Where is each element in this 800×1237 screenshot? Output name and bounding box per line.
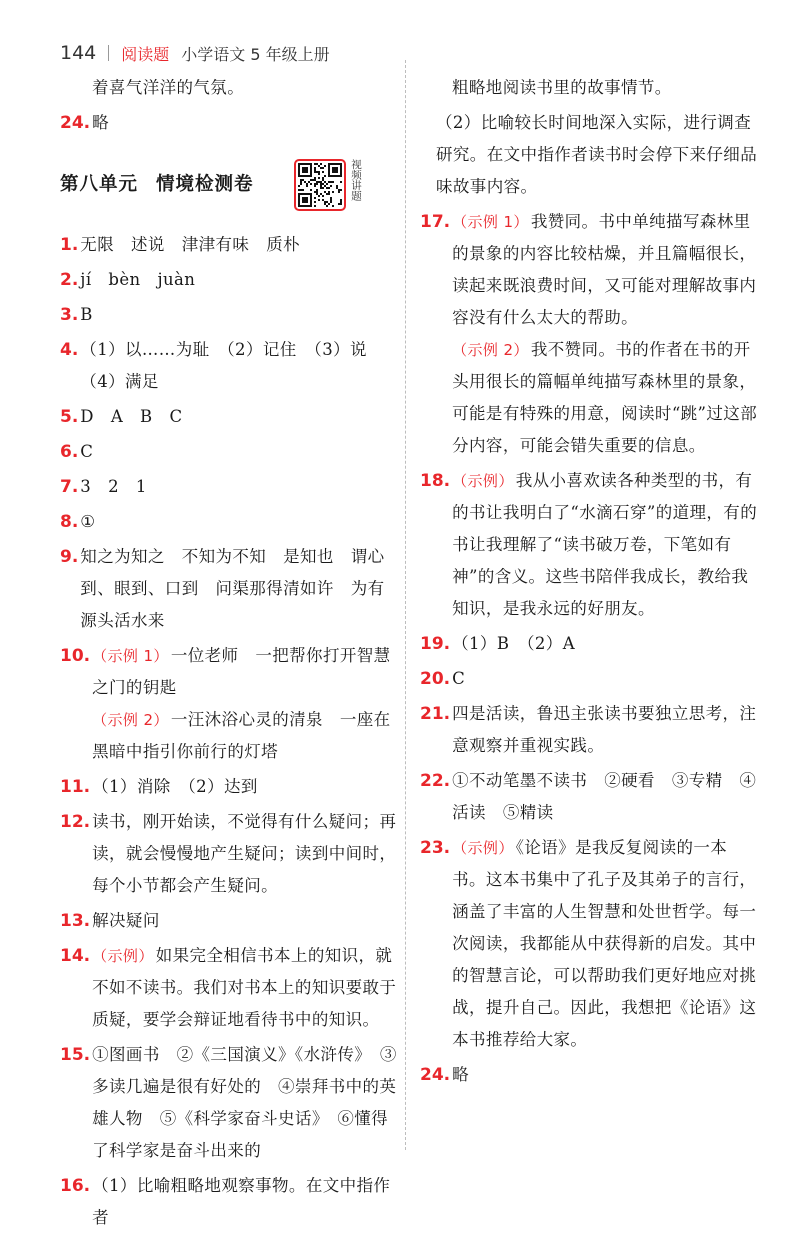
qr-module xyxy=(300,189,302,191)
answer-item xyxy=(60,541,398,637)
qr-module xyxy=(300,183,302,185)
qr-module xyxy=(318,165,320,167)
answer-number: 3. xyxy=(60,305,79,325)
qr-module xyxy=(322,187,324,189)
qr-module xyxy=(336,185,338,187)
answer-body xyxy=(80,436,398,468)
example-label: （示例） xyxy=(452,472,514,490)
qr-module xyxy=(306,185,308,187)
answer-text: 解决疑问 xyxy=(92,911,160,930)
header-divider xyxy=(108,45,109,61)
answer-body xyxy=(80,541,398,637)
qr-module xyxy=(328,175,342,177)
answer-number: 21. xyxy=(420,704,451,724)
answer-item xyxy=(60,436,398,468)
answer-text: 我不赞同。书的作者在书的开头用很长的篇幅单纯描写森林里的景象，可能是有特殊的用意，阅读时“跳”过这部分内容，可能会错失重要的信息。 xyxy=(452,340,758,455)
qr-module xyxy=(306,183,308,185)
answer-item xyxy=(60,264,398,296)
qr-module xyxy=(340,203,342,205)
qr-module xyxy=(316,163,318,165)
answer-item xyxy=(420,465,758,625)
qr-module xyxy=(318,181,320,183)
qr-module xyxy=(324,165,326,167)
continued-paragraph: （2）比喻较长时间地深入实际，进行调查研究。在文中指作者读书时会停下来仔细品味故事内容。 xyxy=(436,113,758,196)
answer-text: 一汪沐浴心灵的清泉 一座在黑暗中指引你前行的灯塔 xyxy=(92,710,391,761)
answer-body xyxy=(92,640,398,768)
qr-module xyxy=(332,181,334,183)
qr-module xyxy=(298,175,312,177)
answer-number: 6. xyxy=(60,442,79,462)
qr-module xyxy=(330,201,332,203)
answer-number: 17. xyxy=(420,212,451,232)
answer-text: （1）消除 （2）达到 xyxy=(92,777,258,796)
answer-item xyxy=(60,1039,398,1167)
qr-module xyxy=(320,185,322,187)
qr-module xyxy=(328,163,330,177)
answer-item xyxy=(60,401,398,433)
qr-module xyxy=(328,193,330,195)
qr-module xyxy=(328,187,330,189)
qr-module xyxy=(324,203,326,205)
qr-module xyxy=(320,183,322,185)
qr-module xyxy=(324,185,326,187)
answer-text: 略 xyxy=(92,113,110,132)
qr-module xyxy=(324,191,326,193)
section-title xyxy=(60,169,272,201)
qr-module xyxy=(302,197,308,203)
qr-module xyxy=(328,163,342,165)
example-label: （示例） xyxy=(92,947,154,965)
qr-module xyxy=(298,163,312,165)
answer-body xyxy=(92,806,398,902)
qr-module xyxy=(340,163,342,177)
answer-number: 24. xyxy=(60,113,91,133)
qr-module xyxy=(340,199,342,201)
qr-module xyxy=(330,185,332,187)
qr-module xyxy=(340,201,342,203)
qr-module xyxy=(330,197,332,199)
qr-module xyxy=(332,205,334,207)
example-label: （示例） xyxy=(452,839,514,857)
answer-text: （1）B （2）A xyxy=(452,634,576,653)
qr-module xyxy=(298,189,300,191)
right-column xyxy=(420,72,758,1094)
answer-body xyxy=(452,1059,758,1091)
answer-body xyxy=(80,264,398,296)
qr-module xyxy=(336,187,338,189)
qr-module xyxy=(326,205,328,207)
qr-module xyxy=(298,193,300,207)
qr-module xyxy=(314,177,316,179)
qr-code-icon[interactable] xyxy=(294,159,346,211)
qr-module xyxy=(316,191,318,193)
answer-number: 16. xyxy=(60,1176,91,1196)
answer-item xyxy=(60,905,398,937)
answer-body xyxy=(452,628,758,660)
answer-number: 18. xyxy=(420,471,451,491)
answer-item xyxy=(60,299,398,331)
answer-body xyxy=(92,1039,398,1167)
qr-module xyxy=(322,179,324,181)
answer-number: 11. xyxy=(60,777,91,797)
answer-text: 知之为知之 不知为不知 是知也 谓心到、眼到、口到 问渠那得清如许 为有源头活水来 xyxy=(80,547,385,630)
qr-module xyxy=(312,179,314,181)
qr-module xyxy=(338,189,340,191)
answer-item xyxy=(420,765,758,829)
qr-module xyxy=(308,181,310,183)
qr-module xyxy=(298,185,300,187)
continued-line: 着喜气洋洋的气氛。 xyxy=(92,78,245,97)
qr-module xyxy=(322,183,324,185)
qr-pattern xyxy=(298,163,342,207)
answer-item xyxy=(420,1059,758,1091)
answer-item xyxy=(60,506,398,538)
answer-body xyxy=(80,471,398,503)
qr-module xyxy=(316,183,318,185)
qr-module xyxy=(324,175,326,177)
page-header xyxy=(60,38,330,68)
qr-module xyxy=(310,189,312,191)
qr-module xyxy=(320,187,322,189)
qr-module xyxy=(298,193,312,195)
answer-text: 无限 述说 津津有味 质朴 xyxy=(80,235,300,254)
answer-body xyxy=(80,299,398,331)
answer-text: D A B C xyxy=(80,407,183,426)
right-answer-list xyxy=(420,206,758,1091)
answer-item xyxy=(60,640,398,768)
answer-body xyxy=(452,832,758,1056)
answer-number: 23. xyxy=(420,838,451,858)
qr-module xyxy=(316,193,318,195)
answer-item xyxy=(420,628,758,660)
answer-text: jí bèn juàn xyxy=(80,270,196,289)
left-column xyxy=(60,72,398,1237)
answer-number: 19. xyxy=(420,634,451,654)
qr-module xyxy=(320,193,322,195)
qr-module xyxy=(340,181,342,183)
qr-module xyxy=(320,181,322,183)
example-label: （示例 2） xyxy=(452,341,529,359)
answer-body xyxy=(80,401,398,433)
answer-body xyxy=(452,206,758,462)
unit-label: 第八单元 xyxy=(60,174,139,195)
answer-text: （1）以……为耻 （2）记住 （3）说 xyxy=(80,340,367,359)
qr-module xyxy=(316,189,318,191)
section-tag: 阅读题 xyxy=(121,44,170,64)
qr-module xyxy=(314,197,316,199)
column-divider xyxy=(405,60,406,1150)
qr-module xyxy=(322,171,324,173)
answer-number: 8. xyxy=(60,512,79,532)
answer-item xyxy=(60,940,398,1036)
qr-module xyxy=(318,195,320,197)
answer-text: ①不动笔墨不读书 ②硬看 ③专精 ④活读 ⑤精读 xyxy=(452,771,757,822)
answer-text: 我赞同。书中单纯描写森林里的景象的内容比较枯燥，并且篇幅很长，读起来既浪费时间，又可能对理解故事内容没有什么太大的帮助。 xyxy=(452,212,757,327)
answer-text: 一位老师 一把帮你打开智慧之门的钥匙 xyxy=(92,646,391,697)
answer-text: （1）比喻粗略地观察事物。在文中指作者 xyxy=(92,1176,391,1227)
answer-item xyxy=(60,771,398,803)
answer-item xyxy=(60,1170,398,1234)
qr-module xyxy=(318,171,320,173)
qr-module xyxy=(316,181,318,183)
qr-module xyxy=(298,163,300,177)
answer-body xyxy=(80,506,398,538)
qr-module xyxy=(318,173,320,175)
qr-module xyxy=(314,191,316,193)
qr-module xyxy=(314,167,316,169)
answer-item xyxy=(60,334,398,398)
qr-module xyxy=(322,199,324,201)
qr-label: 视频讲题 xyxy=(350,159,362,201)
answer-number: 15. xyxy=(60,1045,91,1065)
answer-number: 10. xyxy=(60,646,91,666)
qr-module xyxy=(320,167,322,169)
qr-module xyxy=(316,171,318,173)
second-example xyxy=(92,704,398,768)
qr-module xyxy=(326,187,328,189)
qr-module xyxy=(338,191,340,193)
qr-module xyxy=(322,195,324,197)
answer-item xyxy=(60,471,398,503)
qr-module xyxy=(328,191,330,193)
answer-item xyxy=(420,832,758,1056)
answer-number: 22. xyxy=(420,771,451,791)
example-label: （示例 1） xyxy=(452,213,529,231)
answer-body xyxy=(92,905,398,937)
qr-module xyxy=(310,179,312,181)
answer-text: 略 xyxy=(452,1065,470,1084)
answer-number: 5. xyxy=(60,407,79,427)
qr-block[interactable] xyxy=(294,159,398,211)
answer-number: 14. xyxy=(60,946,91,966)
qr-module xyxy=(300,181,302,183)
answer-body xyxy=(80,334,398,398)
qr-module xyxy=(340,189,342,191)
answer-text: 《论语》是我反复阅读的一本书。这本书集中了孔子及其弟子的言行，涵盖了丰富的人生智慧和处世哲学。每一次阅读，我都能从中获得新的启发。其中的智慧言论，可以帮助我们更好地应对挑战，提升自己。因此，我想把《论语》这本书推荐给大家。 xyxy=(452,838,757,1049)
qr-module xyxy=(324,201,326,203)
qr-module xyxy=(310,183,312,185)
qr-module xyxy=(298,205,312,207)
answer-body xyxy=(92,940,398,1036)
answer-body xyxy=(452,663,758,695)
example-label: （示例 2） xyxy=(92,711,169,729)
answer-item xyxy=(420,206,758,462)
answer-text: C xyxy=(452,669,466,688)
qr-module xyxy=(332,191,334,193)
qr-module xyxy=(314,169,316,171)
answer-text: ①图画书 ②《三国演义》《水浒传》 ③多读几遍是很有好处的 ④崇拜书中的英雄人物 ⑤《科学家奋斗史话》 ⑥懂得了科学家是奋斗出来的 xyxy=(92,1045,397,1160)
qr-module xyxy=(304,181,306,183)
answer-body xyxy=(452,465,758,625)
section-heading xyxy=(60,159,398,211)
qr-module xyxy=(300,179,302,181)
answer-body xyxy=(80,229,398,261)
answer-number: 12. xyxy=(60,812,91,832)
qr-module xyxy=(314,185,316,187)
qr-module xyxy=(338,203,340,205)
qr-module xyxy=(318,199,320,201)
answer-continuation: （4）满足 xyxy=(80,372,159,391)
answer-text: 读书，刚开始读，不觉得有什么疑问；再读，就会慢慢地产生疑问；读到中间时，每个小节都会产生疑问。 xyxy=(92,812,397,895)
qr-module xyxy=(322,167,324,169)
qr-module xyxy=(326,193,328,195)
qr-module xyxy=(332,167,338,173)
answer-text: B xyxy=(80,305,93,324)
answer-text: 如果完全相信书本上的知识，就不如不读书。我们对书本上的知识要敢于质疑，要学会辩证地看待书中的知识。 xyxy=(92,946,397,1029)
answer-item xyxy=(420,698,758,762)
qr-module xyxy=(314,205,316,207)
qr-module xyxy=(310,163,312,177)
answer-number: 20. xyxy=(420,669,451,689)
qr-module xyxy=(314,171,316,173)
page-number: 144 xyxy=(60,42,97,64)
qr-module xyxy=(322,177,324,179)
qr-module xyxy=(328,203,330,205)
answer-body xyxy=(92,771,398,803)
left-answer-list xyxy=(60,229,398,1234)
test-title: 情境检测卷 xyxy=(156,174,254,195)
qr-module xyxy=(314,201,316,203)
answer-text: 3 2 1 xyxy=(80,477,147,496)
qr-module xyxy=(330,181,332,183)
book-title: 小学语文 5 年级上册 xyxy=(181,44,330,64)
answer-text: ① xyxy=(80,512,96,531)
answer-text: C xyxy=(80,442,94,461)
answer-item xyxy=(60,806,398,902)
answer-number: 13. xyxy=(60,911,91,931)
qr-module xyxy=(314,179,316,181)
qr-module xyxy=(314,183,316,185)
qr-module xyxy=(320,163,322,165)
qr-module xyxy=(326,183,328,185)
qr-module xyxy=(310,193,312,207)
qr-module xyxy=(302,167,308,173)
answer-text: 我从小喜欢读各种类型的书，有的书让我明白了“水滴石穿”的道理，有的书让我理解了“读书破万卷，下笔如有神”的含义。这些书陪伴我成长，教给我知识，是我永远的好朋友。 xyxy=(452,471,758,618)
qr-module xyxy=(330,199,332,201)
answer-item xyxy=(60,229,398,261)
answer-number: 7. xyxy=(60,477,79,497)
qr-module xyxy=(318,177,320,179)
answer-body xyxy=(92,1170,398,1234)
continued-line: 粗略地阅读书里的故事情节。 xyxy=(452,78,672,97)
qr-module xyxy=(324,181,326,183)
answer-item-24-prev xyxy=(60,107,398,139)
example-label: （示例 1） xyxy=(92,647,169,665)
answer-number: 1. xyxy=(60,235,79,255)
answer-number: 2. xyxy=(60,270,79,290)
answer-body xyxy=(452,765,758,829)
answer-item xyxy=(420,663,758,695)
qr-module xyxy=(326,201,328,203)
qr-module xyxy=(302,189,304,191)
qr-module xyxy=(328,181,330,183)
answer-text: 四是活读，鲁迅主张读书要独立思考，注意观察并重视实践。 xyxy=(452,704,757,755)
answer-body xyxy=(452,698,758,762)
answer-number: 4. xyxy=(60,340,79,360)
qr-module xyxy=(302,179,304,181)
answer-number: 24. xyxy=(420,1065,451,1085)
qr-module xyxy=(314,163,316,165)
answer-number: 9. xyxy=(60,547,79,567)
second-example xyxy=(452,334,758,462)
